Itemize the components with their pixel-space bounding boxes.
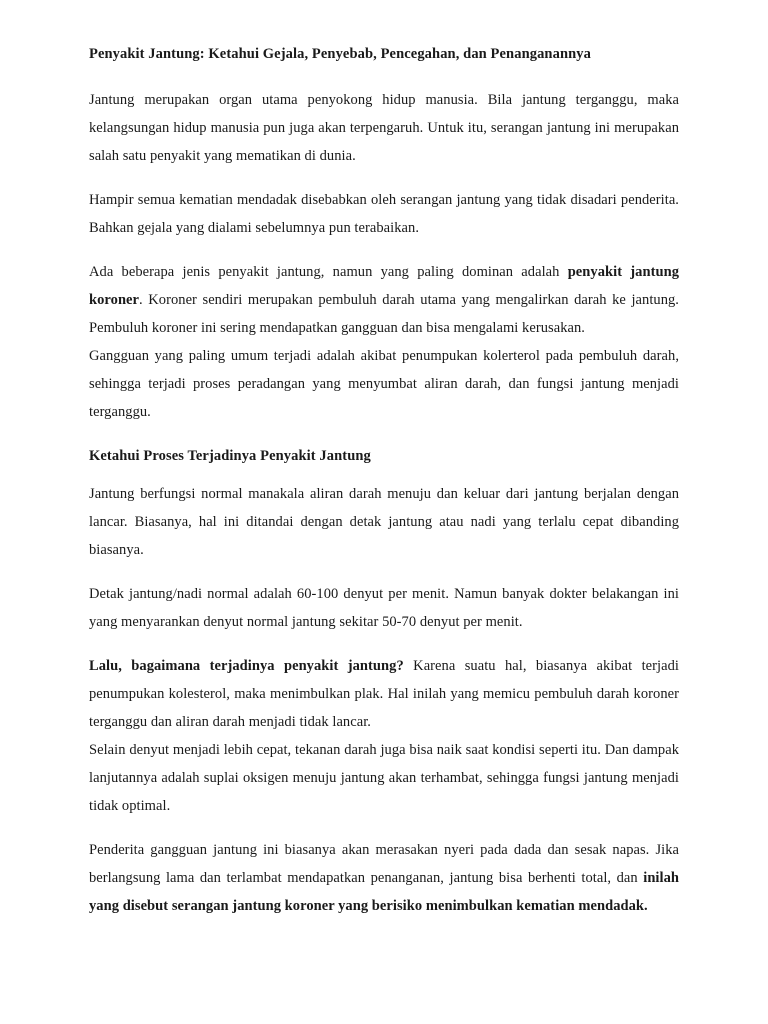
text-run: Penderita gangguan jantung ini biasanya akan merasakan nyeri pada dada dan sesak napas. Jika berlangsung lama dan terlambat mendapatkan penanganan, jantung bisa berhenti total, dan xyxy=(89,842,679,886)
document-body xyxy=(89,40,679,920)
text-run-bold: inilah yang disebut serangan jantung koroner yang berisiko menimbulkan kematian mendadak. xyxy=(89,870,679,914)
text-run: Gangguan yang paling umum terjadi adalah akibat penumpukan kolerterol pada pembuluh darah, sehingga terjadi proses peradangan yang menyumbat aliran darah, dan fungsi jantung menjadi terganggu. xyxy=(89,348,679,420)
section-heading: Ketahui Proses Terjadinya Penyakit Jantung xyxy=(89,448,371,464)
paragraph-group-process xyxy=(89,480,679,920)
paragraph xyxy=(89,580,679,636)
text-run: . Koroner sendiri merupakan pembuluh darah utama yang mengalirkan darah ke jantung. Pembuluh koroner ini sering mendapatkan gangguan dan bisa mengalami kerusakan. xyxy=(89,292,679,336)
paragraph xyxy=(89,258,679,342)
paragraph xyxy=(89,342,679,426)
text-run: Karena suatu hal, biasanya akibat terjadi penumpukan kolesterol, maka menimbulkan plak. Hal inilah yang memicu pembuluh darah koroner terganggu dan aliran darah menjadi tidak lancar. xyxy=(89,658,679,730)
paragraph xyxy=(89,186,679,242)
paragraph xyxy=(89,836,679,920)
paragraph xyxy=(89,736,679,820)
paragraph xyxy=(89,86,679,170)
text-run: Ada beberapa jenis penyakit jantung, namun yang paling dominan adalah xyxy=(89,264,568,280)
text-run: Detak jantung/nadi normal adalah 60-100 denyut per menit. Namun banyak dokter belakangan ini yang menyarankan denyut normal jantung sekitar 50-70 denyut per menit. xyxy=(89,586,679,630)
document-title: Penyakit Jantung: Ketahui Gejala, Penyebab, Pencegahan, dan Penanganannya xyxy=(89,46,591,62)
paragraph xyxy=(89,652,679,736)
text-run-bold: penyakit jantung koroner xyxy=(89,264,680,308)
text-run: Selain denyut menjadi lebih cepat, tekanan darah juga bisa naik saat kondisi seperti itu. Dan dampak lanjutannya adalah suplai oksigen menuju jantung akan terhambat, sehingga fungsi jantung menjadi tidak optimal. xyxy=(89,742,679,814)
text-run: Jantung berfungsi normal manakala aliran darah menuju dan keluar dari jantung berjalan dengan lancar. Biasanya, hal ini ditandai dengan detak jantung atau nadi yang terlalu cepat dibanding biasanya. xyxy=(89,486,679,558)
text-run: Jantung merupakan organ utama penyokong hidup manusia. Bila jantung terganggu, maka kelangsungan hidup manusia pun juga akan terpengaruh. Untuk itu, serangan jantung ini merupakan salah satu penyakit yang mematikan di dunia. xyxy=(89,92,679,164)
paragraph xyxy=(89,480,679,564)
text-run-bold: Lalu, bagaimana terjadinya penyakit jantung? xyxy=(89,658,404,674)
text-run: Hampir semua kematian mendadak disebabkan oleh serangan jantung yang tidak disadari penderita. Bahkan gejala yang dialami sebelumnya pun terabaikan. xyxy=(89,192,679,236)
paragraph-group-intro xyxy=(89,86,679,426)
